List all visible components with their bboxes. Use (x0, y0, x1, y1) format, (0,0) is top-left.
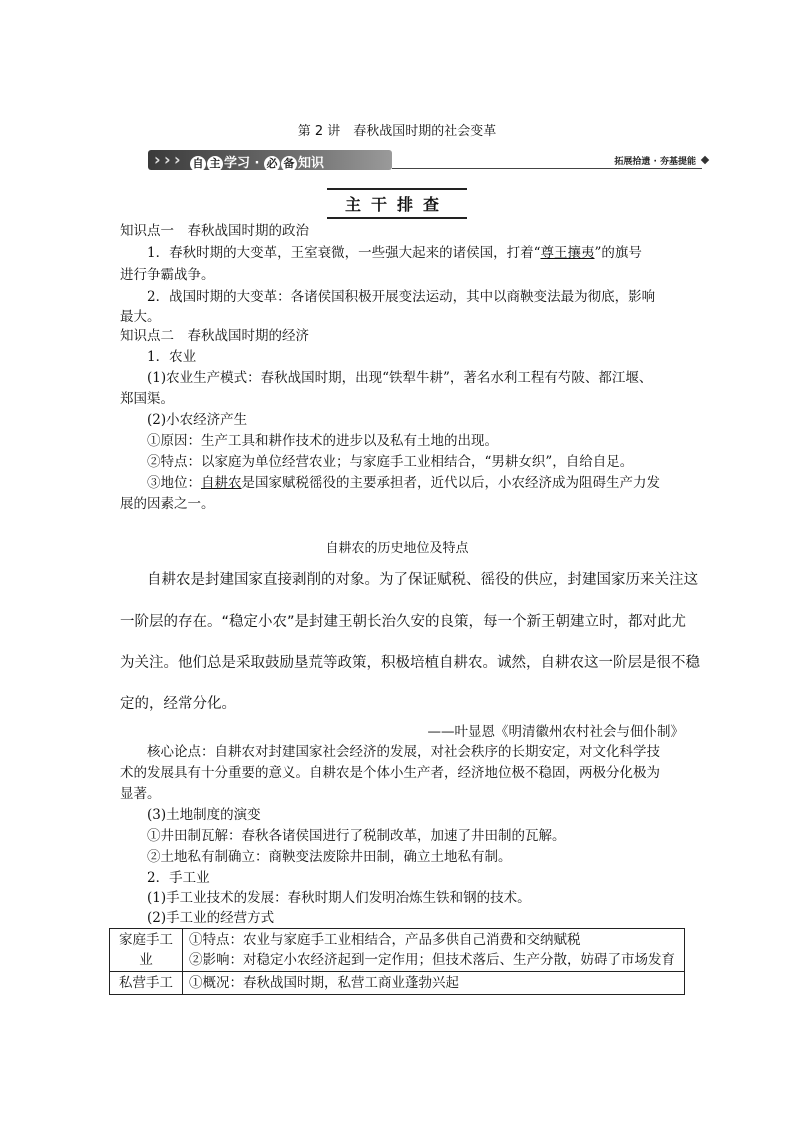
banner-right-label: 拓展拾遗 · 夯基提能 (614, 157, 696, 167)
text: 是国家赋税徭役的主要承担者，近代以后，小农经济成为阻碍生产力发 (241, 475, 660, 491)
text: ③地位： (147, 475, 201, 491)
chevron-right-icon: › (164, 150, 171, 169)
text: ”的旗号 (594, 245, 642, 261)
section-banner (148, 146, 708, 172)
paragraph: ①原因：生产工具和耕作技术的进步以及私有土地的出现。 (147, 433, 498, 449)
table-row (110, 929, 685, 972)
underlined-term: 自耕农 (201, 475, 242, 491)
paragraph: (1)农业生产模式：春秋战国时期，出现“铁犁牛耕”，著名水利工程有芍陂、都江堰、 (147, 370, 653, 386)
craft-table (109, 928, 685, 995)
subheading: (2)小农经济产生 (147, 412, 248, 428)
inset-line: 定的，经常分化。 (120, 696, 236, 712)
subheading: (2)手工业的经营方式 (147, 910, 275, 926)
core-point: 显著。 (120, 786, 161, 802)
paragraph: ②特点：以家庭为单位经营农业；与家庭手工业相结合，“男耕女织”，自给自足。 (147, 454, 634, 470)
inset-title: 自耕农的历史地位及特点 (325, 541, 469, 556)
banner-text-2: 知识 (298, 156, 325, 171)
inset-line: 为关注。他们总是采取鼓励垦荒等政策，积极培植自耕农。诚然，自耕农这一阶层是很不稳 (120, 655, 700, 671)
banner-text-1: 学习 (224, 156, 251, 171)
paragraph (147, 243, 642, 263)
page-title: 第 2 讲 春秋战国时期的社会变革 (297, 124, 497, 139)
paragraph: 展的因素之一。 (120, 496, 215, 512)
subheading-agriculture: 1．农业 (147, 349, 197, 365)
subheading-craft: 2．手工业 (147, 870, 210, 886)
section-heading (0, 188, 794, 219)
core-point: 术的发展具有十分重要的意义。自耕农是个体小生产者，经济地位极不稳固，两极分化极为 (120, 765, 660, 781)
paragraph: 2．战国时期的大变革：各诸侯国积极开展变法运动，其中以商鞅变法最为彻底，影响 (147, 289, 656, 305)
paragraph: 郑国渠。 (120, 391, 174, 407)
table-row (110, 972, 685, 995)
chevron-right-icon: › (174, 150, 181, 169)
table-cell-line: ②影响：对稳定小农经济起到一定作用；但技术落后、生产分散，妨碍了市场发育 (189, 952, 675, 968)
paragraph (147, 473, 660, 493)
paragraph: (1)手工业技术的发展：春秋时期人们发明冶炼生铁和钢的技术。 (147, 890, 531, 906)
banner-dot: · (254, 156, 260, 171)
paragraph: 进行争霸战争。 (120, 267, 215, 283)
knowledge-heading-1: 知识点一 春秋战国时期的政治 (120, 223, 309, 239)
paragraph: ①井田制瓦解：春秋各诸侯国进行了税制改革，加速了井田制的瓦解。 (147, 828, 566, 844)
table-cell (183, 929, 685, 972)
paragraph: 最大。 (120, 309, 161, 325)
paragraph: ②土地私有制确立：商鞅变法废除井田制，确立土地私有制。 (147, 849, 512, 865)
chevron-right-icon: › (154, 150, 161, 169)
inset-line: 自耕农是封建国家直接剥削的对象。为了保证赋税、徭役的供应，封建国家历来关注这 (147, 572, 698, 588)
text: 1．春秋时期的大变革，王室衰微，一些强大起来的诸侯国，打着“ (147, 245, 541, 261)
table-head-cell: 家庭手工业 (110, 929, 183, 972)
table-cell-line: ①特点：农业与家庭手工业相结合，产品多供自己消费和交纳赋税 (189, 932, 581, 948)
knowledge-heading-2: 知识点二 春秋战国时期的经济 (120, 328, 309, 344)
diamond-icon (701, 156, 709, 164)
banner-circle-char: 备 (281, 156, 297, 172)
core-point: 核心论点：自耕农对封建国家社会经济的发展，对社会秩序的长期安定，对文化科学技 (147, 744, 660, 760)
banner-circle-char: 主 (207, 156, 223, 172)
inset-line: 一阶层的存在。“稳定小农”是封建王朝长治久安的良策，每一个新王朝建立时，都对此尤 (120, 614, 687, 630)
banner-rule (392, 168, 702, 169)
banner-label (190, 152, 324, 172)
section-heading-label: 主干排查 (327, 188, 467, 219)
inset-source: ——叶显恩《明清徽州农村社会与佃仆制》 (427, 724, 684, 740)
banner-circle-char: 必 (264, 156, 280, 172)
subheading: (3)土地制度的演变 (147, 807, 261, 823)
underlined-term: 尊王攘夷 (540, 245, 595, 261)
table-cell: ①概况：春秋战国时期，私营工商业蓬勃兴起 (183, 972, 685, 995)
table-head-cell: 私营手工 (110, 972, 183, 995)
banner-circle-char: 自 (190, 156, 206, 172)
